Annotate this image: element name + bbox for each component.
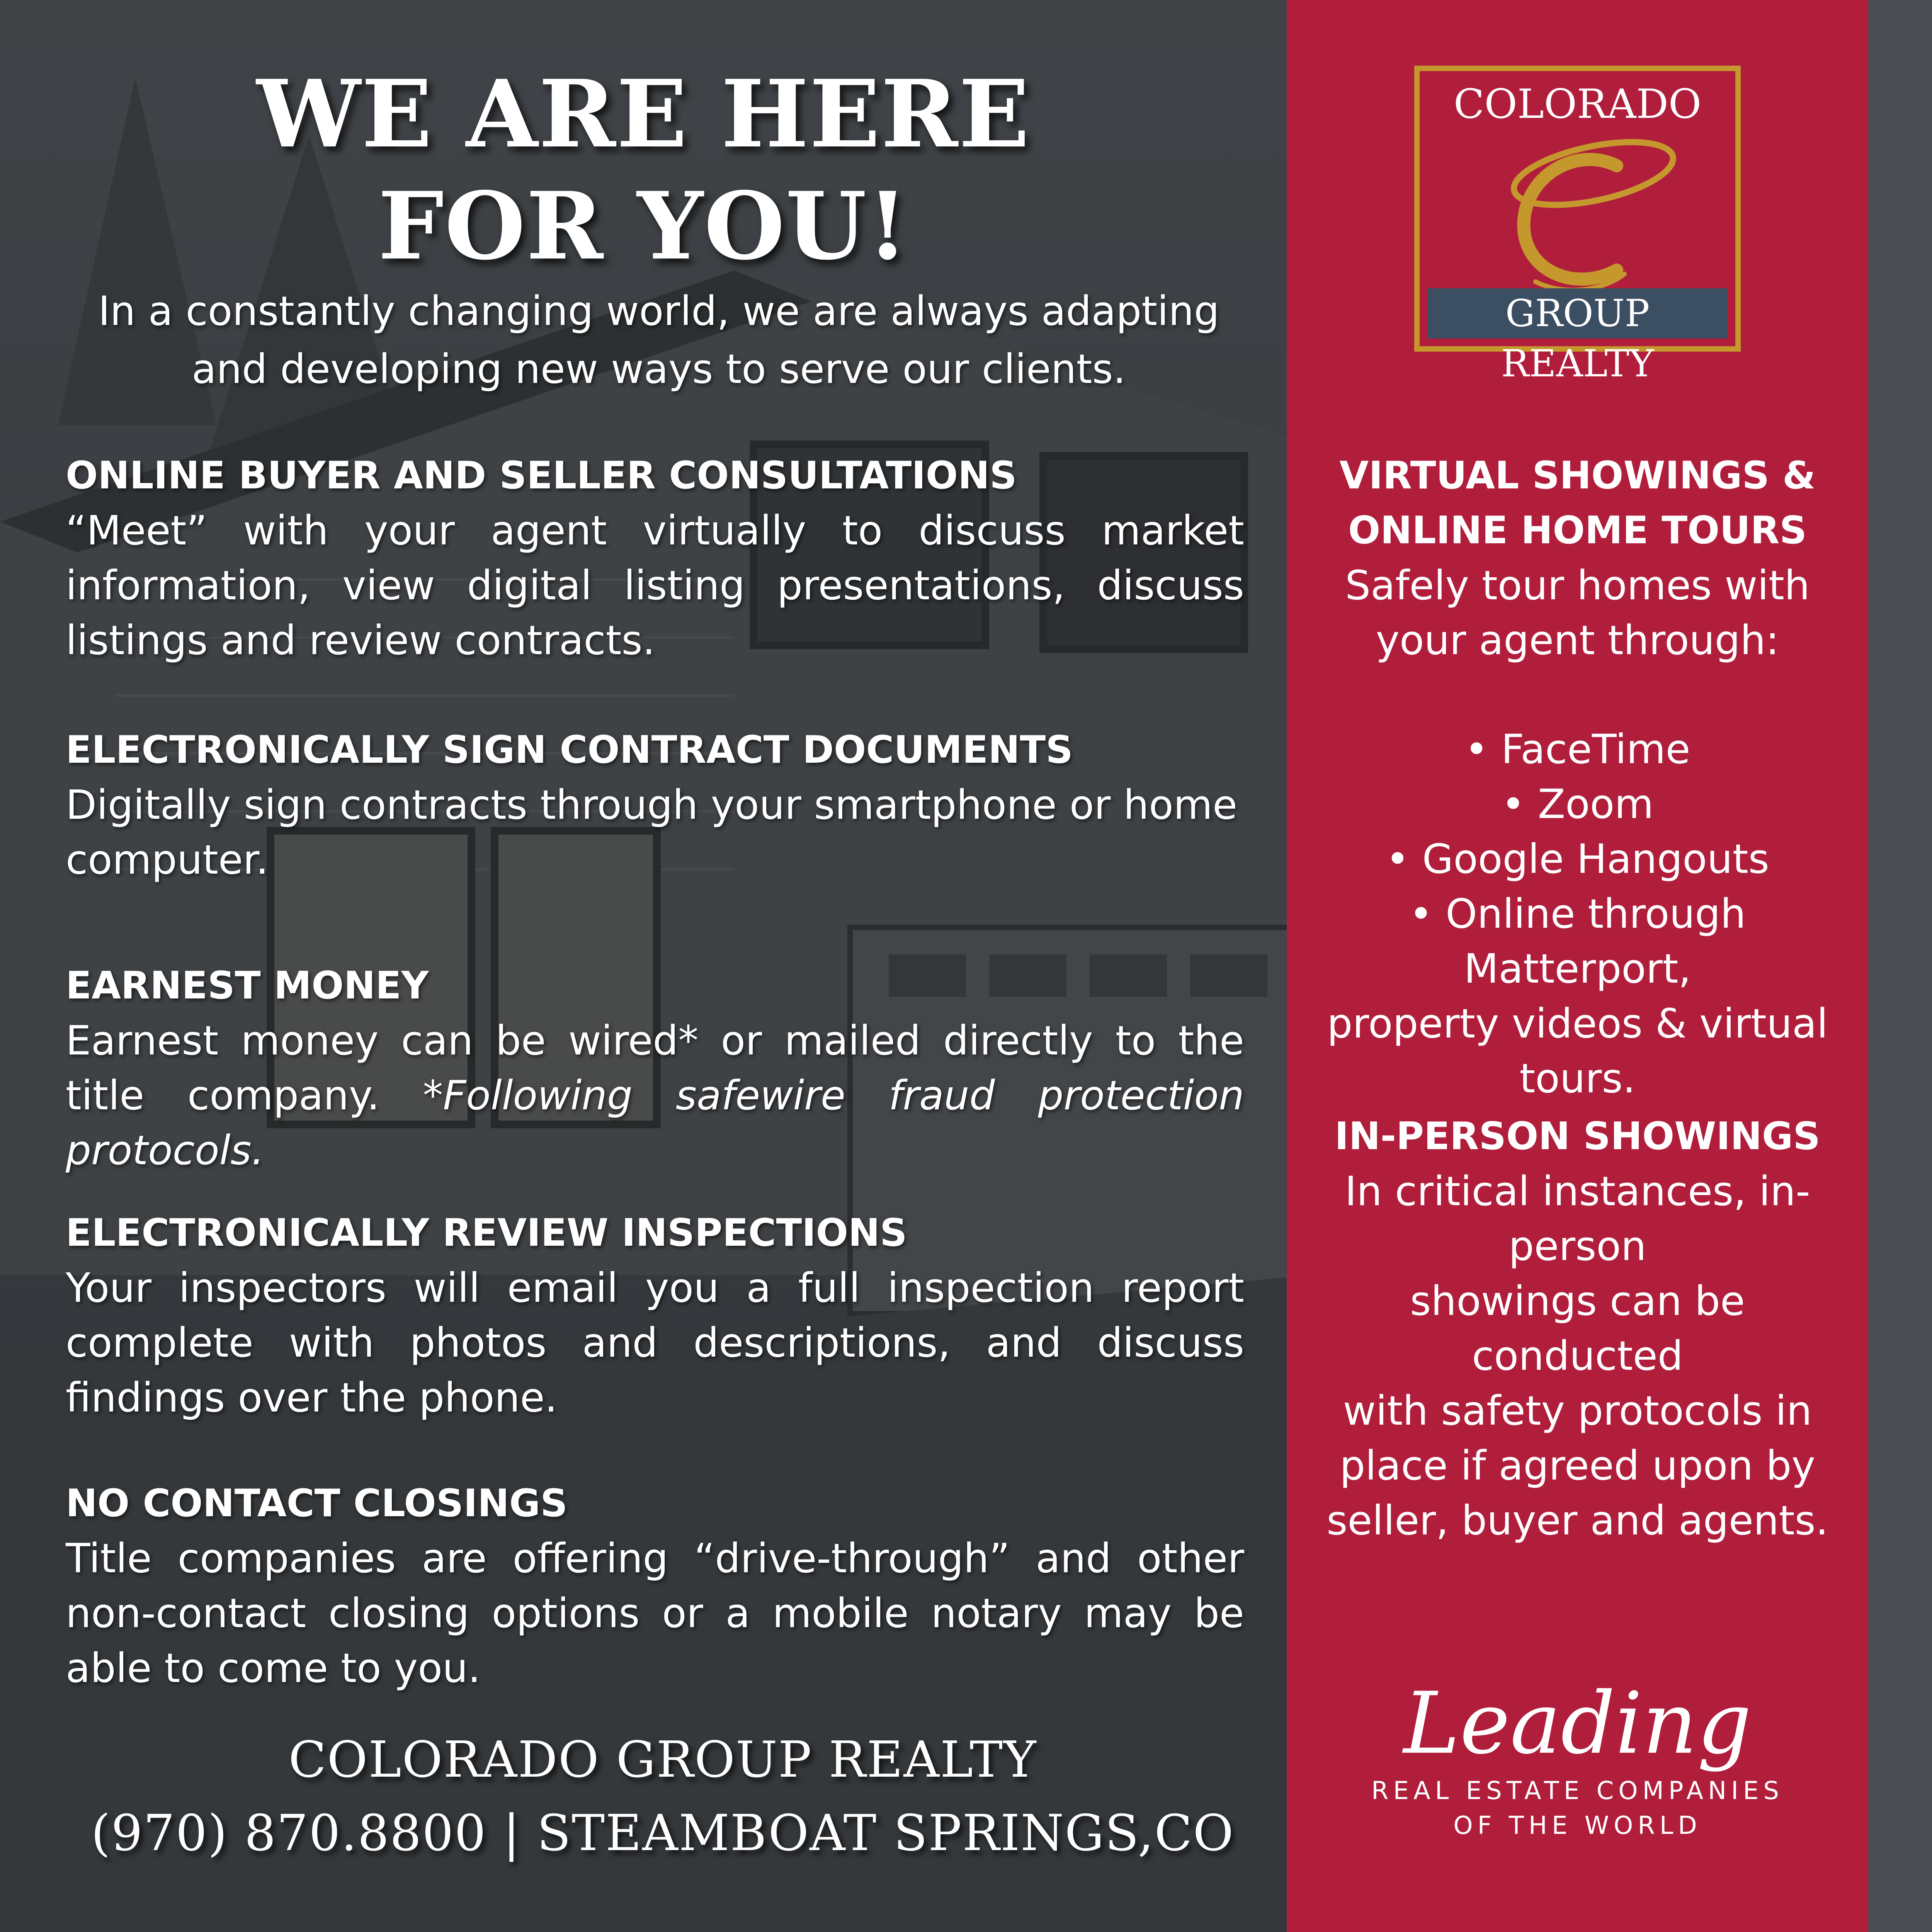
logo-bottom-text: GROUP REALTY [1427,288,1728,338]
section-body [66,1013,1244,1178]
list-item: • Google Hangouts [1386,835,1769,883]
section-body: Digitally sign contracts through your smartphone or home computer. [66,781,1238,883]
headline-line-1: WE ARE HERE [256,60,1031,168]
leading-companies-logo [1287,1673,1868,1843]
list-item: tours. [1519,1055,1636,1102]
leading-line-1: REAL ESTATE COMPANIES [1371,1777,1784,1805]
list-item: property videos & virtual [1327,1000,1828,1047]
section-no-contact-closings [66,1476,1244,1696]
section-heading: ELECTRONICALLY SIGN CONTRACT DOCUMENTS [66,728,1073,772]
virtual-heading-line-2: ONLINE HOME TOURS [1348,509,1807,553]
in-person-line: seller, buyer and agents. [1327,1497,1828,1544]
virtual-tools-list [1302,722,1853,1106]
virtual-showings-block [1302,448,1853,1106]
section-body: “Meet” with your agent virtually to discuss market information, view digital listing presentations, discuss listings and review contracts. [66,507,1244,664]
section-esign-contracts [66,723,1244,887]
in-person-line: with safety protocols in [1343,1387,1812,1434]
logo-top-text: COLORADO [1453,80,1702,128]
headline-line-2: FOR YOU! [378,172,909,281]
virtual-intro-line-1: Safely tour homes with [1345,562,1810,609]
intro-line-2: and developing new ways to serve our clients. [192,345,1126,393]
headline [0,58,1287,282]
footer [0,1723,1325,1870]
right-edge-stripe [1868,0,1932,1932]
section-earnest-money [66,958,1244,1178]
section-online-consultations [66,448,1244,668]
footer-company: COLORADO GROUP REALTY [288,1731,1037,1789]
in-person-block [1302,1109,1853,1548]
section-heading: NO CONTACT CLOSINGS [66,1481,568,1526]
footer-contact: (970) 870.8800 | STEAMBOAT SPRINGS,CO [91,1804,1235,1862]
in-person-line: showings can be conducted [1410,1277,1745,1379]
list-item: • FaceTime [1464,726,1690,773]
section-heading: EARNEST MONEY [66,964,429,1008]
section-heading: ONLINE BUYER AND SELLER CONSULTATIONS [66,454,1017,498]
leading-script: Leading [1403,1674,1752,1773]
section-body-text: Earnest money can be wired* or mailed directly to the title company. [66,1017,1244,1119]
list-item: • Online through Matterport, [1409,890,1746,992]
section-heading: ELECTRONICALLY REVIEW INSPECTIONS [66,1211,907,1255]
intro-text [62,282,1256,398]
right-panel [1287,0,1868,1932]
section-body: Your inspectors will email you a full inspection report complete with photos and descriptions, and discuss findings over the phone. [66,1264,1244,1421]
section-footnote: *Following safewire fraud protection protocols. [66,1072,1244,1174]
leading-line-2: OF THE WORLD [1453,1811,1702,1840]
in-person-line: In critical instances, in-person [1345,1168,1810,1270]
intro-line-1: In a constantly changing world, we are always adapting [98,287,1219,335]
list-item: • Zoom [1501,781,1654,828]
virtual-intro-line-2: your agent through: [1376,617,1779,664]
section-body: Title companies are offering “drive-through” and other non-contact closing options or a mobile notary may be able to come to you. [66,1535,1244,1692]
company-logo [1414,66,1741,385]
virtual-heading-line-1: VIRTUAL SHOWINGS & [1339,454,1816,498]
in-person-line: place if agreed upon by [1340,1442,1815,1489]
in-person-heading: IN-PERSON SHOWINGS [1335,1114,1820,1158]
section-review-inspections [66,1206,1244,1425]
monogram-c-icon [1478,131,1679,297]
